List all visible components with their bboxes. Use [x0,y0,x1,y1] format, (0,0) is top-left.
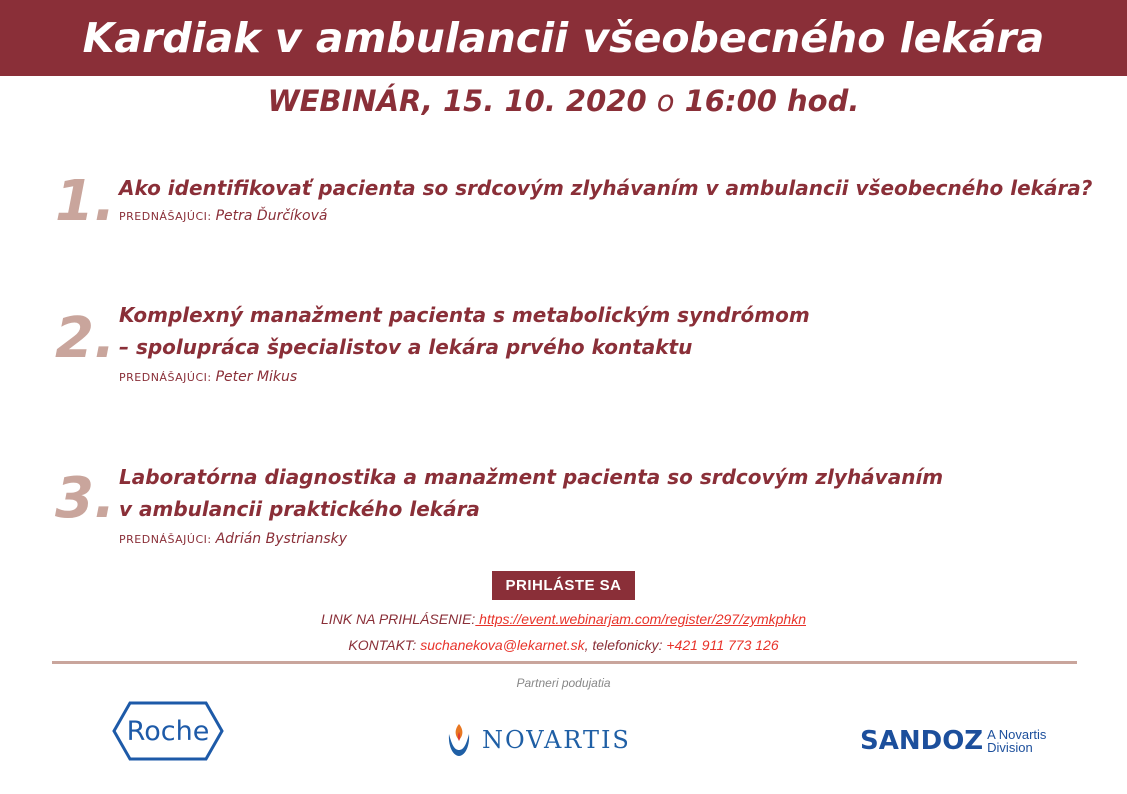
roche-text: Roche [126,715,210,747]
webinar-date-main: WEBINÁR, 15. 10. 2020 [267,84,647,118]
sandoz-subtitle-line: Division [987,740,1033,755]
talk-title-line: v ambulancii praktického lekára [119,497,480,521]
page-title: Kardiak v ambulancii všeobecného lekára [82,14,1045,62]
roche-logo [112,701,224,761]
talk-number: 2. [55,306,116,371]
talk-title [119,461,943,525]
novartis-flame-icon [446,720,472,760]
talk-title [119,299,810,363]
webinar-date-o: o [656,84,675,118]
talk-title-line: Komplexný manažment pacienta s metabolickým syndrómom [119,303,810,327]
speaker-label: PREDNÁŠAJÚCI: [119,371,212,384]
contact-line [0,637,1127,653]
webinar-time: 16:00 hod. [684,84,860,118]
contact-phone: +421 911 773 126 [666,637,779,653]
talk-number: 3. [55,466,116,531]
contact-label: KONTAKT: [348,637,417,653]
speaker-label: PREDNÁŠAJÚCI: [119,533,212,546]
talk-title-line: – spolupráca špecialistov a lekára prvého kontaktu [119,335,693,359]
talk-speaker [119,531,347,547]
talk-title [119,172,1092,204]
talk-speaker [119,208,327,224]
sandoz-logo [860,726,1046,756]
link-label: LINK NA PRIHLÁSENIE: [320,611,476,627]
contact-phone-label: , telefonicky: [584,637,663,653]
novartis-text: NOVARTIS [482,726,631,754]
partners-label: Partneri podujatia [516,676,611,690]
sandoz-subtitle [987,728,1046,754]
speaker-label: PREDNÁŠAJÚCI: [119,210,212,223]
divider [52,661,1077,664]
speaker-name: Adrián Bystriansky [215,531,348,547]
speaker-name: Peter Mikus [215,369,298,385]
talk-title-line: Ako identifikovať pacienta so srdcovým zlyhávaním v ambulancii všeobecného lekára? [119,176,1093,200]
speaker-name: Petra Ďurčíková [215,208,328,224]
register-button[interactable]: PRIHLÁSTE SA [492,571,635,600]
registration-link[interactable]: https://event.webinarjam.com/register/297/zymkphkn [475,611,806,627]
talk-number: 1. [55,169,116,234]
sandoz-subtitle-line: A Novartis [987,727,1047,742]
sandoz-text: SANDOZ [860,726,984,756]
novartis-logo [446,720,631,760]
contact-email-link[interactable]: suchanekova@lekarnet.sk [420,637,585,653]
registration-link-line [0,611,1127,627]
talk-speaker [119,369,297,385]
talk-title-line: Laboratórna diagnostika a manažment pacienta so srdcovým zlyhávaním [119,465,944,489]
webinar-date [0,84,1127,118]
header-banner [0,0,1127,76]
